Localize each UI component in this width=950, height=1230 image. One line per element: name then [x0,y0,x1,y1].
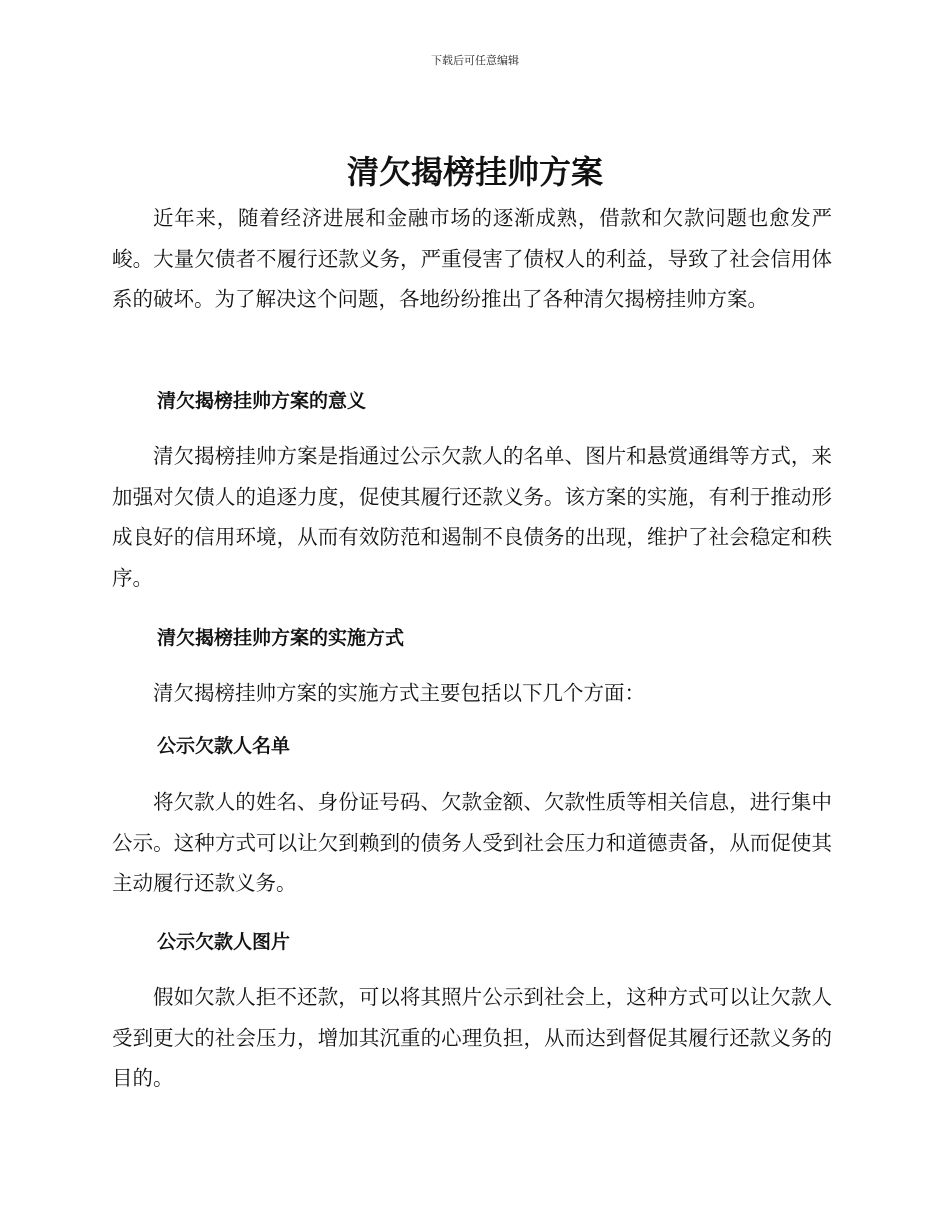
section-paragraph-significance: 清欠揭榜挂帅方案是指通过公示欠款人的名单、图片和悬赏通缉等方式，来加强对欠债人的追逐力度，促使其履行还款义务。该方案的实施，有利于推动形成良好的信用环境，从而有效防范和遏制不良债务的出现，维护了社会稳定和秩序。 [112,444,832,590]
section-heading-significance: 清欠揭榜挂帅方案的意义 [157,390,367,412]
section-paragraph-publish-photos: 假如欠款人拒不还款，可以将其照片公示到社会上，这种方式可以让欠款人受到更大的社会压力，增加其沉重的心理负担，从而达到督促其履行还款义务的目的。 [112,985,832,1090]
section-paragraph-publish-names: 将欠款人的姓名、身份证号码、欠款金额、欠款性质等相关信息，进行集中公示。这种方式可以让欠到赖到的债务人受到社会压力和道德责备，从而促使其主动履行还款义务。 [112,790,832,895]
section-heading-implementation: 清欠揭榜挂帅方案的实施方式 [157,627,405,649]
document-title: 清欠揭榜挂帅方案 [346,153,603,191]
section-paragraph-implementation: 清欠揭榜挂帅方案的实施方式主要包括以下几个方面： [153,681,645,705]
page-header-note: 下载后可任意编辑 [431,54,519,67]
intro-paragraph: 近年来，随着经济进展和金融市场的逐渐成熟，借款和欠款问题也愈发严峻。大量欠债者不履行还款义务，严重侵害了债权人的利益，导致了社会信用体系的破坏。为了解决这个问题，各地纷纷推出了各种清欠揭榜挂帅方案。 [112,206,832,311]
section-heading-publish-photos: 公示欠款人图片 [157,931,291,953]
section-heading-publish-names: 公示欠款人名单 [157,735,291,757]
